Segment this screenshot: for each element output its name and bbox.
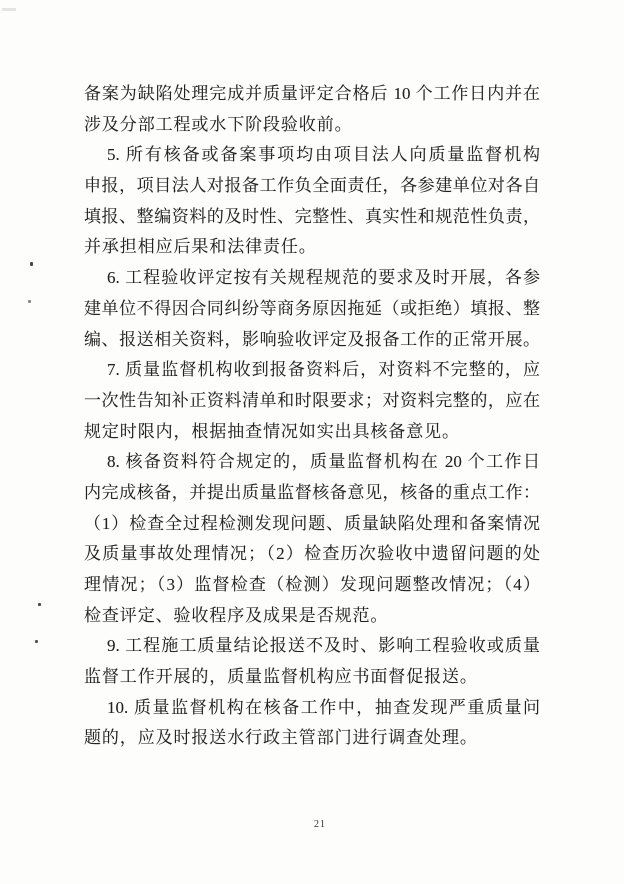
scan-speck	[28, 300, 31, 303]
scan-edge-artifact	[2, 8, 16, 11]
text-line: 理情况；（3）监督检查（检测）发现问题整改情况；（4）	[84, 575, 540, 594]
page-number: 21	[314, 819, 326, 830]
text-line: 9. 工程施工质量结论报送不及时、影响工程验收或质量	[107, 636, 540, 656]
text-line: 及质量事故处理情况；（2）检查历次验收中遗留问题的处	[84, 544, 540, 564]
scan-speck	[35, 640, 38, 643]
text-line: 7. 质量监督机构收到报备资料后，对资料不完整的，应	[107, 360, 540, 380]
scan-speck	[38, 603, 41, 606]
text-line: 建单位不得因合同纠纷等商务原因拖延（或拒绝）填报、整	[84, 298, 540, 318]
text-line: 检查评定、验收程序及成果是否规范。	[84, 605, 389, 625]
text-line: 并承担相应后果和法律责任。	[84, 237, 317, 257]
text-line: 备案为缺陷处理完成并质量评定合格后 10 个工作日内并在	[84, 84, 540, 103]
text-line: 规定时限内，根据抽查情况如实出具核备意见。	[84, 421, 460, 441]
text-line: 涉及分部工程或水下阶段验收前。	[84, 114, 353, 134]
scan-speck	[30, 262, 33, 266]
text-line: 10. 质量监督机构在核备工作中，抽查发现严重质量问	[107, 697, 540, 717]
text-line: 8. 核备资料符合规定的，质量监督机构在 20 个工作日	[107, 452, 540, 472]
text-line: 内完成核备，并提出质量监督核备意见，核备的重点工作：	[84, 482, 540, 502]
document-body-text	[84, 79, 540, 754]
text-line: 题的，应及时报送水行政主管部门进行调查处理。	[84, 728, 478, 748]
text-line: 申报，项目法人对报备工作负全面责任，各参建单位对各自	[84, 176, 540, 196]
text-line: 一次性告知补正资料清单和时限要求；对资料完整的，应在	[84, 390, 540, 410]
text-line: 监督工作开展的，质量监督机构应书面督促报送。	[84, 667, 478, 687]
text-line: 5. 所有核备或备案事项均由项目法人向质量监督机构	[107, 145, 540, 165]
text-line: （1）检查全过程检测发现问题、质量缺陷处理和备案情况	[84, 513, 540, 533]
text-line: 编、报送相关资料，影响验收评定及报备工作的正常开展。	[84, 329, 540, 349]
text-line: 填报、整编资料的及时性、完整性、真实性和规范性负责，	[84, 206, 540, 226]
text-line: 6. 工程验收评定按有关规程规范的要求及时开展，各参	[107, 268, 540, 288]
